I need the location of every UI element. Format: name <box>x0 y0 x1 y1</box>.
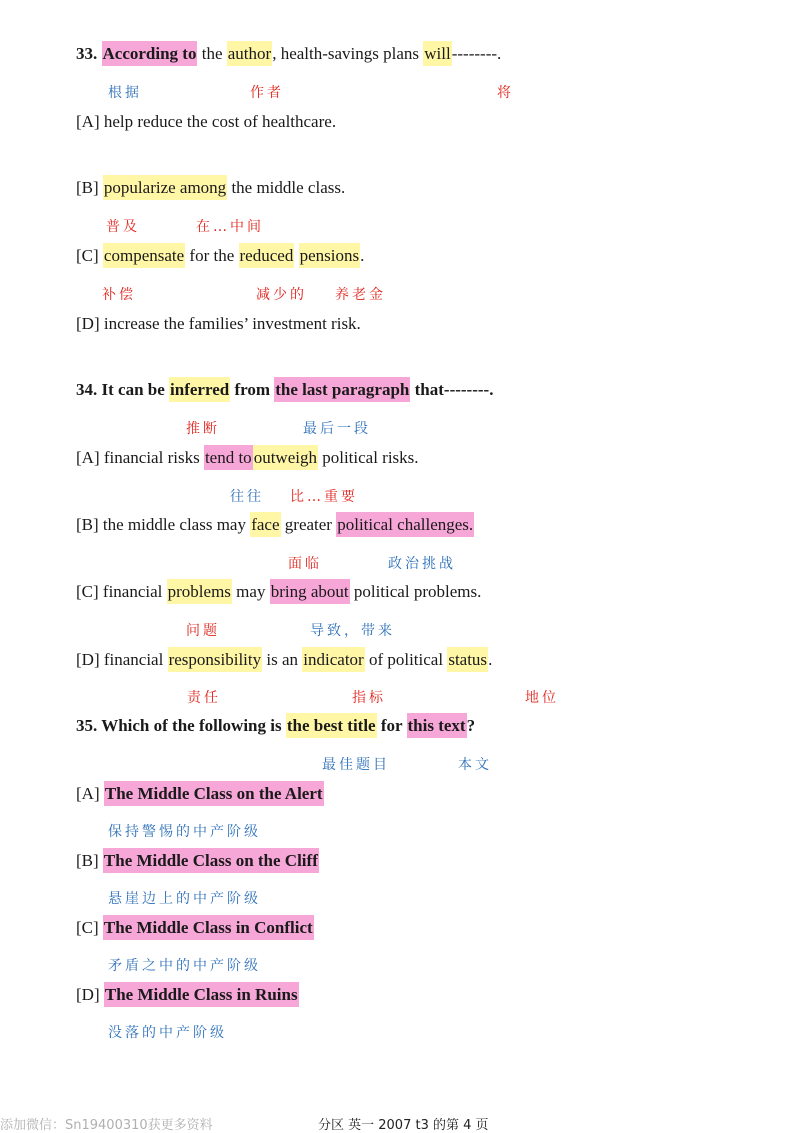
annotation-zui-hou-yi-duan: 最后一段 <box>303 421 371 437</box>
annotation-wang-wang: 往往 <box>230 489 264 505</box>
annotation-bi-zhong-yao: 比…重要 <box>290 489 358 505</box>
option-35-b: [B] The Middle Class on the Cliff <box>76 851 319 871</box>
annotation-option-a: 保持警惕的中产阶级 <box>108 824 261 840</box>
annotation-zuo-zhe: 作者 <box>250 85 284 101</box>
highlight-popularize-among: popularize among <box>103 175 227 200</box>
annotation-yang-lao-jin: 养老金 <box>335 287 386 303</box>
highlight-face: face <box>250 512 280 537</box>
question-34-stem: 34. It can be inferred from the last paragraph that--------. <box>76 380 493 400</box>
annotation-zhi-biao: 指标 <box>352 690 386 706</box>
annotation-di-wei: 地位 <box>525 690 559 706</box>
highlight-author: author <box>227 41 272 66</box>
option-33-d: [D] increase the families’ investment risk. <box>76 314 361 333</box>
highlight-the-last-paragraph: the last paragraph <box>274 377 410 402</box>
annotation-wen-ti: 问题 <box>186 623 220 639</box>
highlight-compensate: compensate <box>103 243 185 268</box>
annotation-tui-duan: 推断 <box>186 421 220 437</box>
option-33-c: [C] compensate for the reduced pensions. <box>76 246 364 266</box>
annotation-pu-ji: 普及 <box>106 219 140 235</box>
option-35-a: [A] The Middle Class on the Alert <box>76 784 324 804</box>
highlight-political-challenges: political challenges. <box>336 512 474 537</box>
highlight-status: status <box>447 647 488 672</box>
highlight-title-d: The Middle Class in Ruins <box>104 982 299 1007</box>
page-footer: 分区 英一 2007 t3 的第 4 页 <box>318 1118 489 1133</box>
highlight-tend-to: tend to <box>204 445 253 470</box>
question-33-stem: 33. According to the author, health-savings plans will--------. <box>76 44 501 64</box>
option-35-c: [C] The Middle Class in Conflict <box>76 918 314 938</box>
annotation-jiang: 将 <box>497 85 514 101</box>
highlight-title-a: The Middle Class on the Alert <box>104 781 324 806</box>
annotation-ze-ren: 责任 <box>187 690 221 706</box>
highlight-inferred: inferred <box>169 377 230 402</box>
annotation-mian-lin: 面临 <box>288 556 322 572</box>
annotation-zheng-zhi-tiao-zhan: 政治挑战 <box>388 556 456 572</box>
annotation-jian-shao-de: 减少的 <box>256 287 307 303</box>
option-35-d: [D] The Middle Class in Ruins <box>76 985 299 1005</box>
highlight-title-c: The Middle Class in Conflict <box>103 915 314 940</box>
highlight-indicator: indicator <box>302 647 364 672</box>
option-34-d: [D] financial responsibility is an indicator of political status. <box>76 650 492 670</box>
annotation-ben-wen: 本文 <box>458 757 492 773</box>
option-33-a: [A] help reduce the cost of healthcare. <box>76 112 337 131</box>
highlight-responsibility: responsibility <box>168 647 263 672</box>
annotation-option-b: 悬崖边上的中产阶级 <box>108 891 261 907</box>
annotation-zui-jia-ti-mu: 最佳题目 <box>322 757 390 773</box>
question-35-stem: 35. Which of the following is the best title for this text? <box>76 716 475 736</box>
option-34-b: [B] the middle class may face greater political challenges. <box>76 515 474 535</box>
annotation-option-d: 没落的中产阶级 <box>108 1025 227 1041</box>
option-34-a: [A] financial risks tend to outweigh political risks. <box>76 448 419 468</box>
highlight-reduced: reduced <box>239 243 295 268</box>
annotation-bu-chang: 补偿 <box>102 287 136 303</box>
highlight-will: will <box>423 41 451 66</box>
annotation-option-c: 矛盾之中的中产阶级 <box>108 958 261 974</box>
highlight-bring-about: bring about <box>270 579 350 604</box>
annotation-gen-ju: 根据 <box>108 85 142 101</box>
option-34-c: [C] financial problems may bring about political problems. <box>76 582 481 602</box>
highlight-the-best-title: the best title <box>286 713 377 738</box>
highlight-outweigh: outweigh <box>253 445 318 470</box>
highlight-problems: problems <box>167 579 232 604</box>
annotation-zai-zhong-jian: 在…中间 <box>196 219 264 235</box>
highlight-this-text: this text <box>407 713 467 738</box>
option-33-b: [B] popularize among the middle class. <box>76 178 345 198</box>
highlight-according-to: According to <box>102 41 198 66</box>
highlight-title-b: The Middle Class on the Cliff <box>103 848 319 873</box>
highlight-pensions: pensions <box>299 243 361 268</box>
annotation-dao-zhi-dai-lai: 导致，带来 <box>310 623 395 639</box>
watermark: 添加微信：Sn19400310获更多资料 <box>0 1118 213 1133</box>
